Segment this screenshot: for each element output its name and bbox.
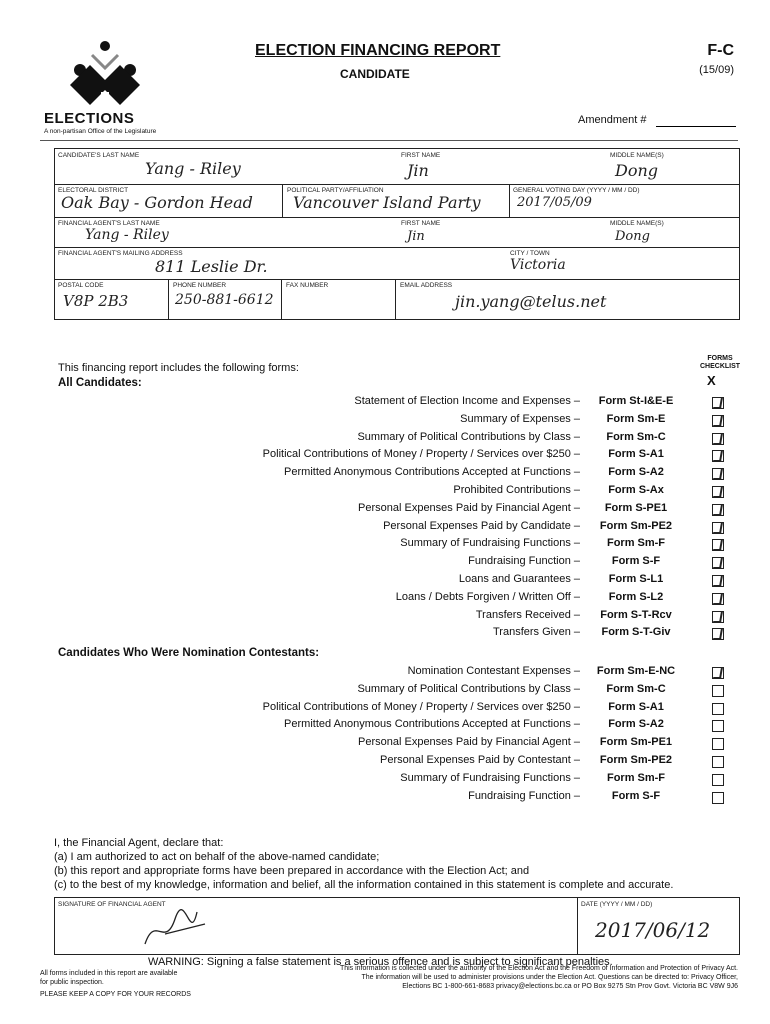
form-checkbox[interactable]: [712, 415, 724, 427]
declaration-line: I, the Financial Agent, declare that:: [54, 837, 224, 849]
middle-name-field[interactable]: Dong: [615, 161, 659, 180]
checklist-row: [200, 448, 730, 465]
form-code: Form S-A1: [608, 700, 664, 713]
form-code: Form S-L2: [608, 590, 664, 603]
form-checkbox[interactable]: [712, 522, 724, 534]
declaration-line: (b) this report and appropriate forms have been prepared in accordance with the Election Act; and: [54, 865, 530, 877]
agency-subtitle: A non-partisan Office of the Legislature: [44, 128, 157, 135]
form-checkbox[interactable]: [712, 756, 724, 768]
form-checkbox[interactable]: [712, 539, 724, 551]
form-description: Loans / Debts Forgiven / Written Off –: [395, 590, 580, 603]
district-label: ELECTORAL DISTRICT: [58, 187, 129, 194]
checklist-row: [200, 626, 730, 643]
checklist-row: [200, 555, 730, 572]
candidate-last-name-label: CANDIDATE'S LAST NAME: [58, 152, 140, 159]
form-checkbox[interactable]: [712, 738, 724, 750]
form-checkbox[interactable]: [712, 667, 724, 679]
divider: [40, 140, 738, 141]
warning-text: WARNING: Signing a false statement is a serious offence and is subject to significant penalties.: [148, 956, 613, 968]
agency-name: ELECTIONS: [44, 110, 135, 127]
date-field[interactable]: 2017/06/12: [595, 918, 711, 942]
checklist-row: [200, 790, 730, 807]
form-checkbox[interactable]: [712, 468, 724, 480]
checklist-row: [200, 701, 730, 718]
form-checkbox[interactable]: [712, 720, 724, 732]
form-description: Personal Expenses Paid by Financial Agent –: [358, 736, 580, 749]
form-code: Form S-F: [611, 555, 661, 568]
form-code: Form Sm-C: [606, 682, 666, 695]
checklist-row: [200, 537, 730, 554]
form-checkbox[interactable]: [712, 611, 724, 623]
form-checkbox[interactable]: [712, 792, 724, 804]
phone-label: PHONE NUMBER: [173, 282, 227, 289]
agent-middle-name-label: MIDDLE NAME(S): [610, 220, 664, 227]
postal-code-field[interactable]: V8P 2B3: [63, 292, 129, 310]
elections-logo-icon: [60, 30, 150, 120]
form-code: Form S-PE1: [604, 501, 668, 514]
form-checkbox[interactable]: [712, 504, 724, 516]
form-checkbox[interactable]: [712, 575, 724, 587]
city-label: CITY / TOWN: [510, 250, 550, 257]
phone-field[interactable]: 250-881-6612: [175, 292, 274, 308]
checklist-row: [200, 431, 730, 448]
checklist-row: [200, 718, 730, 735]
form-description: Fundraising Function –: [468, 789, 580, 802]
form-description: Permitted Anonymous Contributions Accepted at Functions –: [284, 466, 580, 479]
signature-scribble-icon[interactable]: [135, 904, 225, 950]
form-checkbox[interactable]: [712, 486, 724, 498]
checklist-row: [200, 484, 730, 501]
page-subtitle: CANDIDATE: [340, 67, 410, 81]
checklist-intro: This financing report includes the following forms:: [58, 362, 299, 374]
checklist-row: [200, 573, 730, 590]
checklist-row: [200, 683, 730, 700]
amendment-field[interactable]: [656, 126, 736, 127]
middle-name-label: MIDDLE NAME(S): [610, 152, 664, 159]
district-field[interactable]: Oak Bay - Gordon Head: [61, 193, 253, 212]
checklist-row: [200, 665, 730, 682]
first-name-label: FIRST NAME: [401, 152, 441, 159]
form-description: Permitted Anonymous Contributions Accepted at Functions –: [284, 718, 580, 731]
form-description: Political Contributions of Money / Property / Services over $250 –: [262, 700, 580, 713]
form-description: Personal Expenses Paid by Financial Agent –: [358, 501, 580, 514]
form-description: Nomination Contestant Expenses –: [407, 665, 580, 677]
form-code: Form Sm-C: [606, 430, 666, 443]
address-field[interactable]: 811 Leslie Dr.: [155, 257, 268, 276]
form-code: Form Sm-PE2: [599, 519, 673, 532]
checklist-row: [200, 772, 730, 789]
form-description: Political Contributions of Money / Property / Services over $250 –: [262, 448, 580, 461]
form-description: Statement of Election Income and Expenses –: [354, 395, 580, 407]
form-description: Personal Expenses Paid by Candidate –: [383, 519, 580, 532]
agent-first-name-field[interactable]: Jin: [407, 229, 425, 244]
party-label: POLITICAL PARTY/AFFILIATION: [287, 187, 384, 194]
first-name-field[interactable]: Jin: [407, 161, 429, 180]
address-label: FINANCIAL AGENT'S MAILING ADDRESS: [58, 250, 183, 257]
footer-left: for public inspection.: [40, 979, 104, 986]
form-version: (15/09): [699, 64, 734, 76]
email-field[interactable]: jin.yang@telus.net: [455, 292, 607, 311]
form-code: Form S-F: [611, 789, 661, 802]
agent-first-name-label: FIRST NAME: [401, 220, 441, 227]
form-code: Form S-Ax: [608, 484, 664, 496]
declaration-line: (a) I am authorized to act on behalf of the above-named candidate;: [54, 851, 380, 863]
checklist-header: FORMS CHECKLIST: [700, 355, 741, 370]
voting-day-label: GENERAL VOTING DAY (YYYY / MM / DD): [513, 187, 640, 194]
form-code: Form Sm-E: [606, 412, 666, 425]
checklist-row: [200, 591, 730, 608]
fax-label: FAX NUMBER: [286, 282, 329, 289]
form-code: Form Sm-E-NC: [596, 665, 676, 677]
checklist-row: [200, 395, 730, 412]
form-checkbox[interactable]: [712, 593, 724, 605]
form-description: Prohibited Contributions –: [453, 484, 580, 496]
footer-right: The information will be used to administer provisions under the Election Act. Questions can be directed to: Privacy Officer,: [361, 974, 738, 981]
form-checkbox[interactable]: [712, 450, 724, 462]
signature-box: [54, 897, 740, 955]
footer-left: All forms included in this report are available: [40, 970, 178, 977]
amendment-label: Amendment #: [578, 114, 647, 126]
party-field[interactable]: Vancouver Island Party: [293, 193, 481, 212]
checklist-row: [200, 736, 730, 753]
form-checkbox[interactable]: [712, 397, 724, 409]
checklist-row: [200, 520, 730, 537]
form-code: Form S-A2: [608, 466, 664, 479]
form-checkbox[interactable]: [712, 703, 724, 715]
nomination-contestants-title: Candidates Who Were Nomination Contestants:: [58, 647, 320, 659]
page-title: ELECTION FINANCING REPORT: [255, 42, 501, 59]
form-checkbox[interactable]: [712, 628, 724, 640]
form-code: Form Sm-PE2: [599, 754, 673, 766]
form-description: Summary of Expenses –: [460, 412, 580, 425]
form-description: Personal Expenses Paid by Contestant –: [380, 754, 580, 766]
form-description: Transfers Received –: [475, 608, 580, 621]
checklist-row: [200, 466, 730, 483]
form-description: Fundraising Function –: [468, 555, 580, 568]
candidate-last-name-field[interactable]: Yang - Riley: [145, 159, 241, 178]
form-code: Form S-A1: [608, 448, 664, 461]
city-field[interactable]: Victoria: [510, 257, 566, 273]
form-description: Summary of Political Contributions by Class –: [357, 430, 580, 443]
form-description: Summary of Political Contributions by Class –: [357, 682, 580, 695]
footer-left: PLEASE KEEP A COPY FOR YOUR RECORDS: [40, 991, 191, 998]
form-description: Summary of Fundraising Functions –: [400, 771, 580, 784]
form-description: Summary of Fundraising Functions –: [400, 537, 580, 550]
email-label: EMAIL ADDRESS: [400, 282, 453, 289]
checklist-row: [200, 754, 730, 771]
footer-right: This information is collected under the authority of the Election Act and the Freedom of Information and Protection of Privacy Act.: [339, 965, 738, 972]
form-checkbox[interactable]: [712, 685, 724, 697]
postal-code-label: POSTAL CODE: [58, 282, 104, 289]
voting-day-field[interactable]: 2017/05/09: [517, 195, 592, 210]
form-code: Form Sm-F: [606, 537, 666, 550]
checklist-mark: X: [707, 373, 716, 388]
form-code: Form S-T-Giv: [601, 626, 671, 639]
checklist-row: [200, 502, 730, 519]
form-code: Form St-I&E-E: [598, 395, 674, 407]
checklist-row: [200, 609, 730, 626]
footer-right: Elections BC 1-800-661-8683 privacy@elections.bc.ca or PO Box 9275 Stn Prov Govt. Victoria BC V8W 9J6: [402, 983, 738, 990]
agent-middle-name-field[interactable]: Dong: [615, 229, 650, 244]
form-code: Form S-T-Rcv: [600, 608, 672, 621]
form-code: Form S-A2: [608, 718, 664, 731]
signature-label: SIGNATURE OF FINANCIAL AGENT: [58, 901, 166, 908]
form-checkbox[interactable]: [712, 433, 724, 445]
form-code: Form Sm-PE1: [599, 736, 673, 749]
form-description: Loans and Guarantees –: [458, 573, 580, 585]
agent-last-name-field[interactable]: Yang - Riley: [85, 227, 169, 243]
agent-last-name-label: FINANCIAL AGENT'S LAST NAME: [58, 220, 160, 227]
declaration-line: (c) to the best of my knowledge, information and belief, all the information contained in this statement is complete and accurate.: [54, 879, 674, 891]
form-checkbox[interactable]: [712, 774, 724, 786]
date-label: DATE (YYYY / MM / DD): [581, 901, 653, 908]
form-code: F-C: [707, 42, 734, 59]
form-code: Form Sm-F: [606, 771, 666, 784]
form-code: Form S-L1: [608, 573, 664, 585]
form-checkbox[interactable]: [712, 557, 724, 569]
checklist-row: [200, 413, 730, 430]
all-candidates-title: All Candidates:: [58, 377, 142, 389]
candidate-info-box: [54, 148, 740, 320]
form-description: Transfers Given –: [492, 626, 580, 639]
